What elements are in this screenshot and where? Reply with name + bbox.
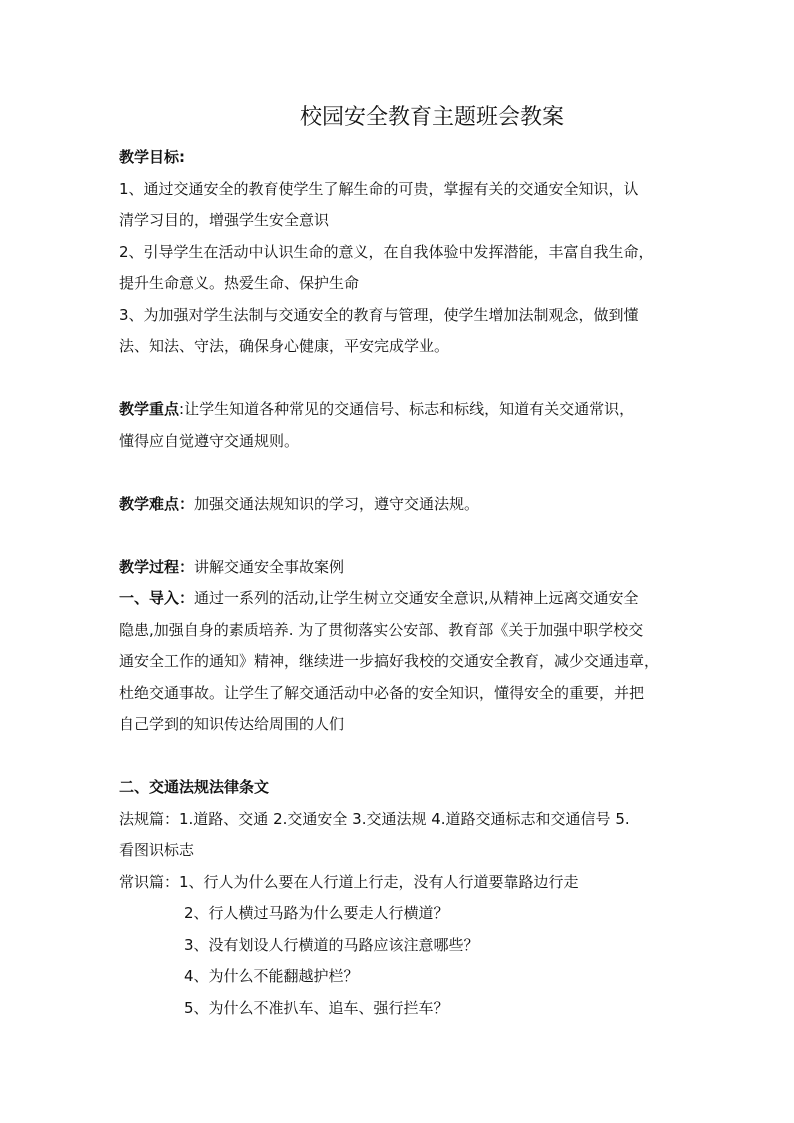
process-label: 教学过程： [119,557,195,576]
difficulties-text: 加强交通法规知识的学习，遵守交通法规。 [194,494,480,513]
process-line [119,552,679,584]
intro-line-4: 杜绝交通事故。让学生了解交通活动中必备的安全知识，懂得安全的重要，并把 [119,683,645,702]
key-points-line-2: 懂得应自觉遵守交通规则。 [119,431,300,450]
intro-text: 通过一系列的活动,让学生树立交通安全意识,从精神上远离交通安全 [194,589,639,607]
objective-2-line-2: 提升生命意义。热爱生命、保护生命 [119,274,360,292]
document-body [119,142,679,1024]
common-item-1 [119,867,679,899]
intro-label: 一、导入： [119,589,195,607]
objective-3-line-2: 法、知法、守法，确保身心健康，平安完成学业。 [119,337,450,355]
common-prefix: 常识篇： [119,872,180,891]
objective-1-line-1: 1、通过交通安全的教育使学生了解生命的可贵，掌握有关的交通安全知识，认 [119,179,639,198]
common-item-2: 2、行人横过马路为什么要走人行横道？ [184,904,449,922]
key-points-text: :让学生知道各种常见的交通信号、标志和标线，知道有关交通常识， [179,400,635,418]
common-item-3: 3、没有划设人行横道的马路应该注意哪些？ [184,935,479,954]
key-points-label: 教学重点 [119,400,180,418]
key-points-line-1 [119,394,679,426]
spacer [119,363,679,395]
difficulties-line [119,489,679,521]
spacer [119,741,679,773]
objective-2-line-1: 2、引导学生在活动中认识生命的意义，在自我体验中发挥潜能，丰富自我生命， [119,242,654,261]
document-title: 校园安全教育主题班会教案 [300,105,565,130]
spacer [119,520,679,552]
intro-line-5: 自己学到的知识传达给周围的人们 [119,715,345,733]
regulations-line-2: 看图识标志 [119,841,195,859]
objective-1-line-2: 清学习目的，增强学生安全意识 [119,211,330,229]
intro-line-3: 通安全工作的通知》精神，继续进一步搞好我校的交通安全教育，减少交通违章， [119,652,660,670]
common-item-text: 1、行人为什么要在人行道上行走，没有人行道要靠路边行走 [179,872,579,891]
common-item-5: 5、为什么不准扒车、追车、强行拦车？ [184,998,449,1017]
laws-heading: 二、交通法规法律条文 [119,778,270,796]
intro-line-2: 隐患,加强自身的素质培养. 为了贯彻落实公安部、教育部《关于加强中职学校交 [119,620,644,639]
regulations-line-1: 法规篇：1.道路、交通 2.交通安全 3.交通法规 4.道路交通标志和交通信号 5. [119,809,630,828]
process-text: 讲解交通安全事故案例 [194,557,345,576]
objective-3-line-1: 3、为加强对学生法制与交通安全的教育与管理，使学生增加法制观念，做到懂 [119,305,639,324]
common-item-4: 4、为什么不能翻越护栏？ [184,967,359,985]
spacer [119,457,679,489]
difficulties-label: 教学难点： [119,494,195,513]
intro-line-1 [119,583,679,615]
objectives-heading: 教学目标: [119,148,185,166]
